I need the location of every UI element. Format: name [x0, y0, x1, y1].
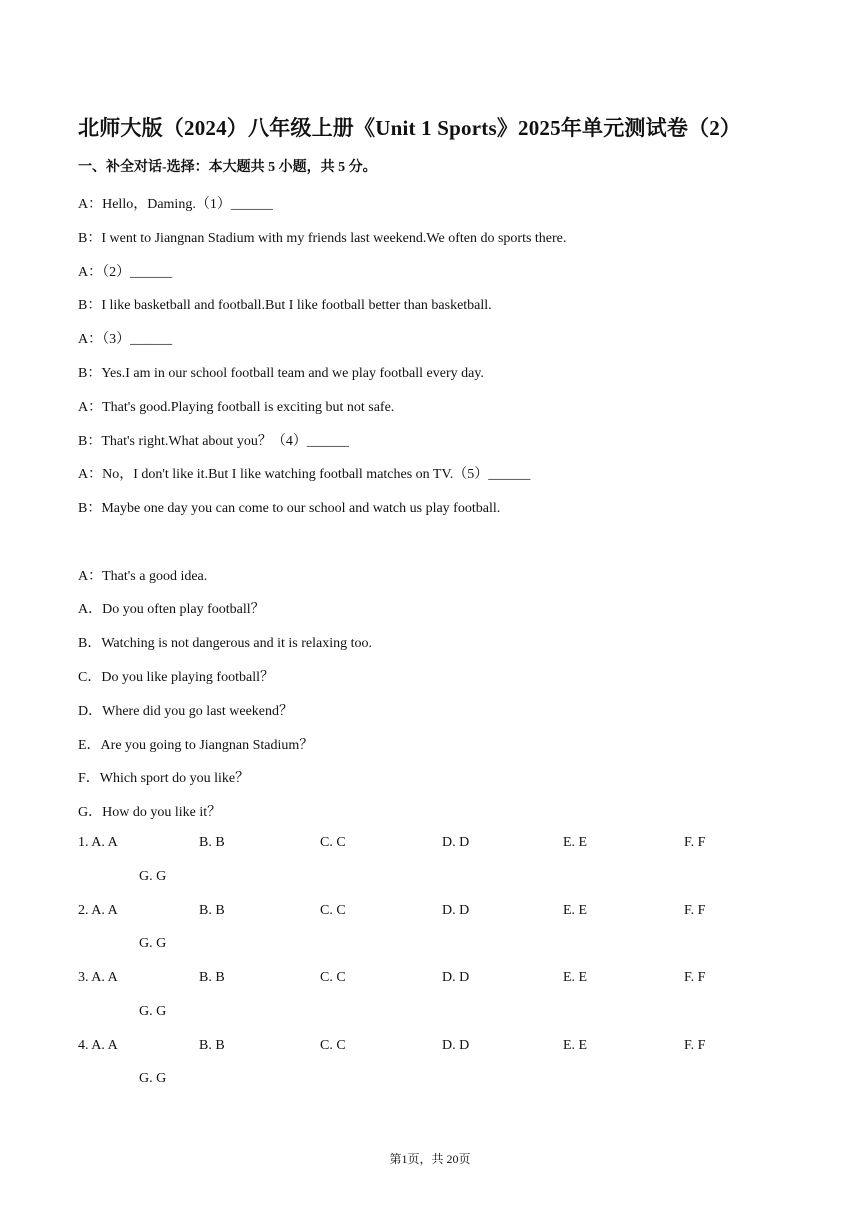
option-line: C．Do you like playing football？: [78, 670, 274, 685]
choice-g[interactable]: G. G: [139, 869, 167, 884]
document-title: 北师大版（2024）八年级上册《Unit 1 Sports》2025年单元测试卷（2）: [78, 116, 742, 140]
choice-g[interactable]: G. G: [139, 936, 167, 951]
option-line: B．Watching is not dangerous and it is relaxing too.: [78, 636, 372, 651]
choice-c[interactable]: C. C: [320, 970, 346, 985]
option-line: A．Do you often play football？: [78, 602, 265, 617]
dialogue-line: B：Maybe one day you can come to our school and watch us play football.: [78, 501, 501, 516]
choice-e[interactable]: E. E: [563, 903, 588, 918]
dialogue-line: A：Hello，Daming.（1）______: [78, 197, 273, 212]
choice-b[interactable]: B. B: [199, 1038, 225, 1053]
dialogue-line: A：That's a good idea.: [78, 569, 208, 584]
choice-c[interactable]: C. C: [320, 835, 346, 850]
choice-a[interactable]: 1. A. A: [78, 835, 118, 850]
choice-d[interactable]: D. D: [442, 970, 470, 985]
choice-a[interactable]: 2. A. A: [78, 903, 118, 918]
dialogue-line: B：I like basketball and football.But I like football better than basketball.: [78, 298, 492, 313]
choice-b[interactable]: B. B: [199, 970, 225, 985]
choice-e[interactable]: E. E: [563, 835, 588, 850]
dialogue-line: B：I went to Jiangnan Stadium with my friends last weekend.We often do sports there.: [78, 231, 567, 246]
option-line: E．Are you going to Jiangnan Stadium？: [78, 738, 314, 753]
choice-c[interactable]: C. C: [320, 903, 346, 918]
section-heading: 一、补全对话-选择：本大题共 5 小题，共 5 分。: [78, 160, 377, 175]
option-line: D．Where did you go last weekend？: [78, 704, 293, 719]
choice-e[interactable]: E. E: [563, 1038, 588, 1053]
dialogue-line: A：No，I don't like it.But I like watching football matches on TV.（5）______: [78, 467, 531, 482]
choice-d[interactable]: D. D: [442, 835, 470, 850]
dialogue-line: A：（2）______: [78, 265, 173, 280]
choice-a[interactable]: 3. A. A: [78, 970, 118, 985]
choice-g[interactable]: G. G: [139, 1004, 167, 1019]
choice-d[interactable]: D. D: [442, 1038, 470, 1053]
choice-a[interactable]: 4. A. A: [78, 1038, 118, 1053]
choice-d[interactable]: D. D: [442, 903, 470, 918]
choice-e[interactable]: E. E: [563, 970, 588, 985]
option-line: G．How do you like it？: [78, 805, 222, 820]
choice-c[interactable]: C. C: [320, 1038, 346, 1053]
choice-g[interactable]: G. G: [139, 1071, 167, 1086]
choice-f[interactable]: F. F: [684, 835, 706, 850]
choice-f[interactable]: F. F: [684, 970, 706, 985]
choice-b[interactable]: B. B: [199, 835, 225, 850]
page-number: 第1页，共 20页: [389, 1152, 471, 1166]
choice-f[interactable]: F. F: [684, 903, 706, 918]
dialogue-line: B：That's right.What about you？（4）______: [78, 434, 349, 449]
choice-f[interactable]: F. F: [684, 1038, 706, 1053]
option-line: F．Which sport do you like？: [78, 771, 250, 786]
dialogue-line: B：Yes.I am in our school football team and we play football every day.: [78, 366, 484, 381]
dialogue-line: A：（3）______: [78, 332, 173, 347]
dialogue-line: A：That's good.Playing football is exciting but not safe.: [78, 400, 395, 415]
choice-b[interactable]: B. B: [199, 903, 225, 918]
